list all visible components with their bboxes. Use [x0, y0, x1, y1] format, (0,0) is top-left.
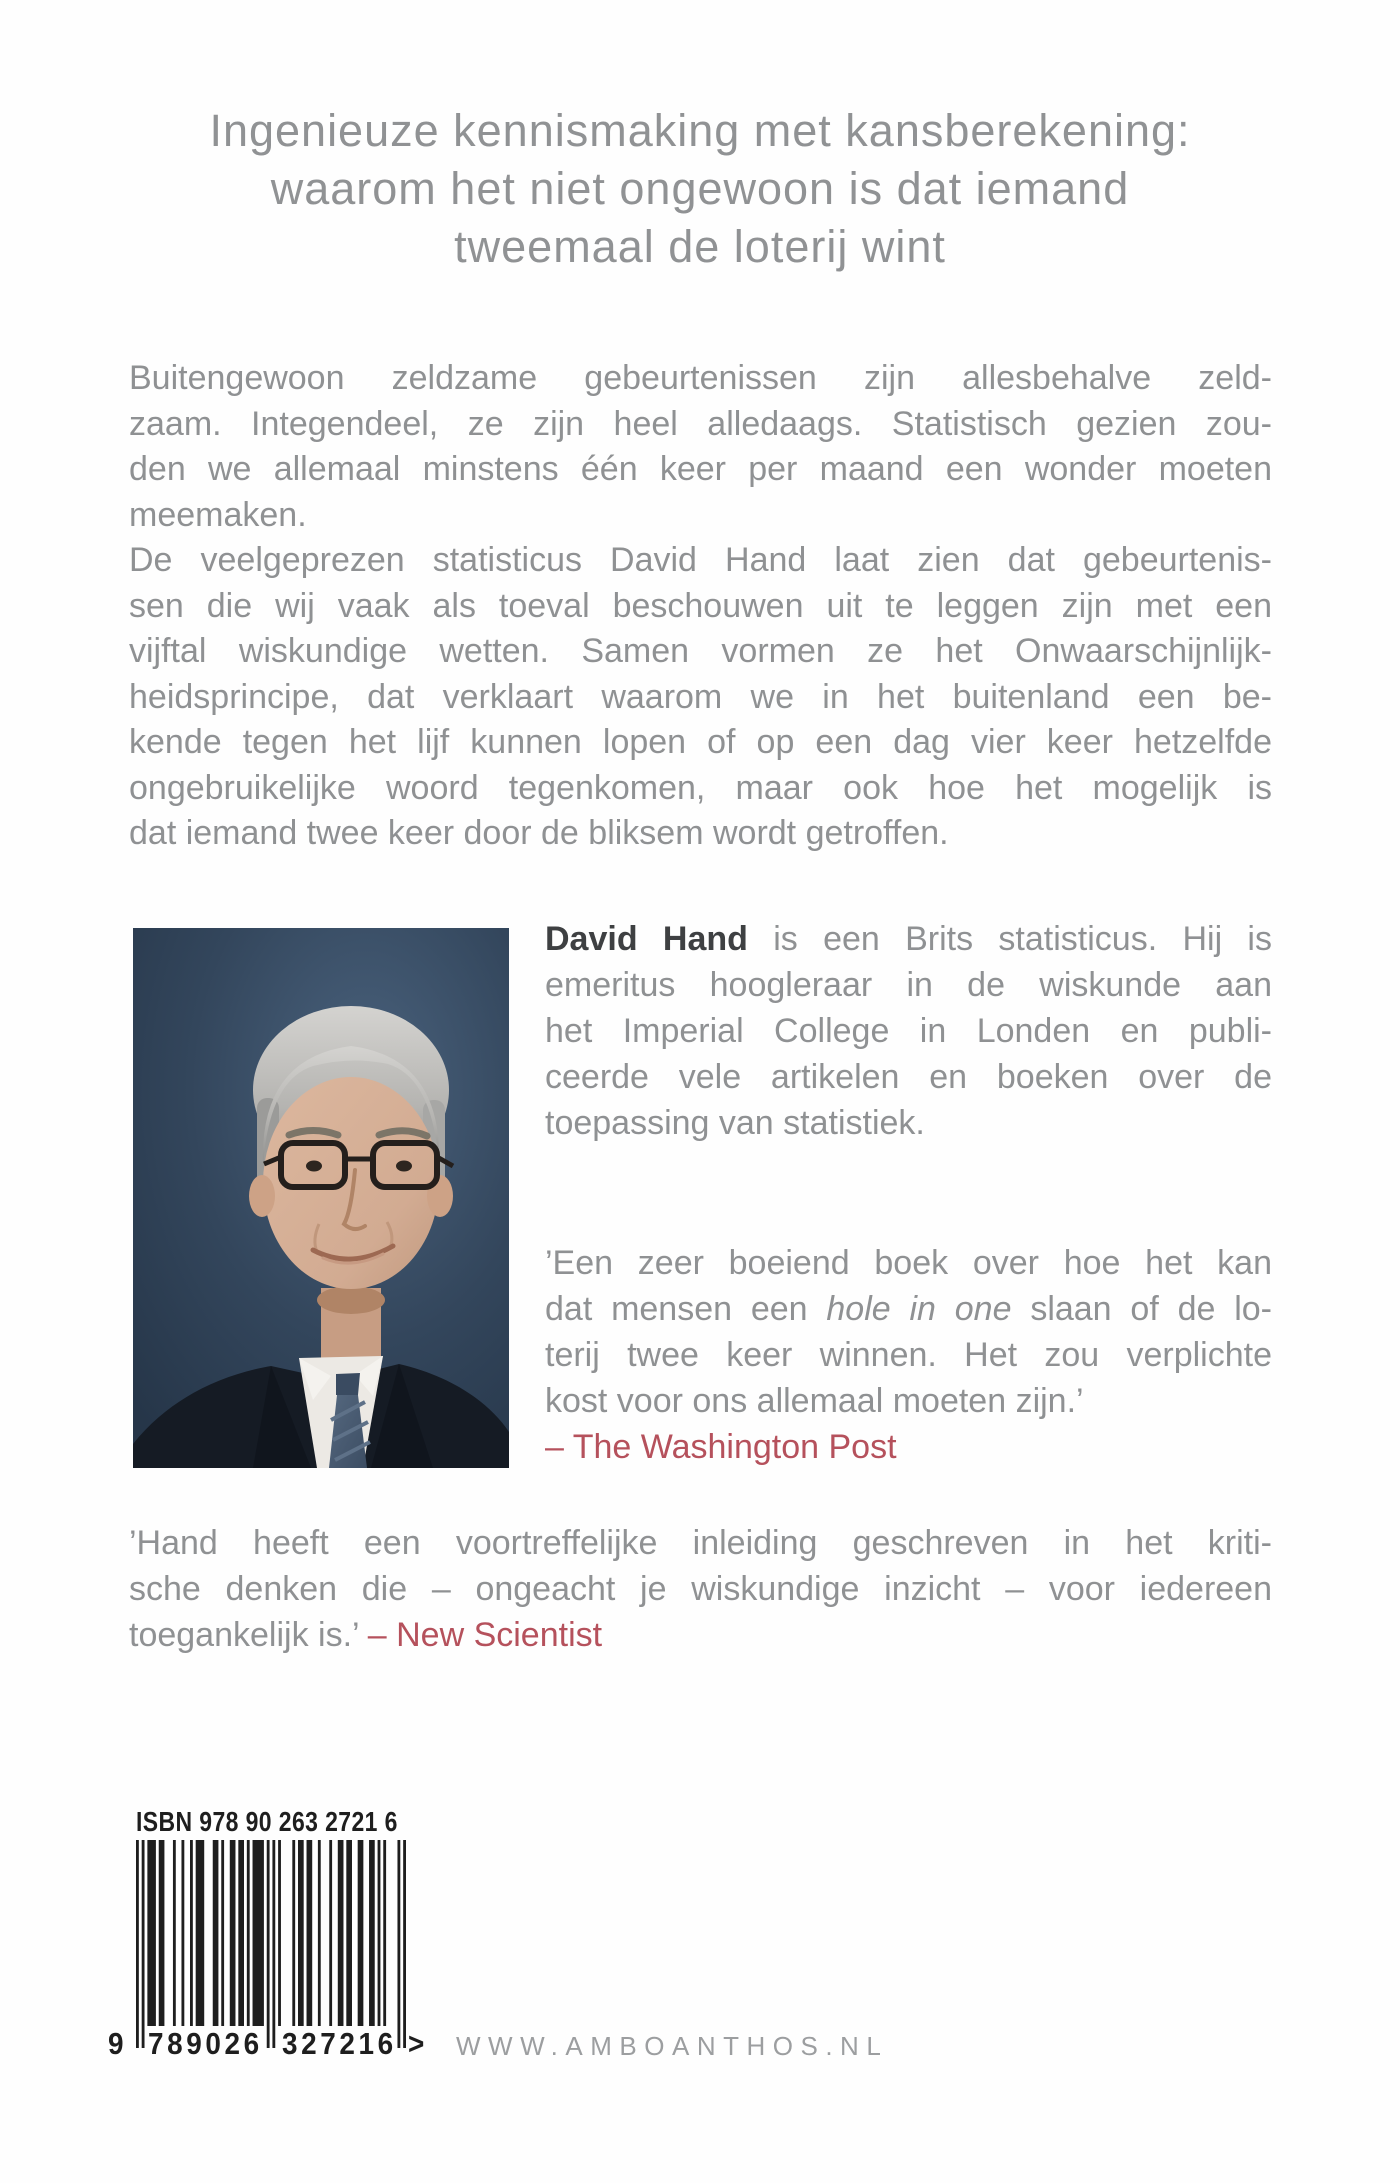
text-line: het Imperial College in Londen en publi-: [545, 1012, 1272, 1050]
text-line: dat iemand twee keer door de bliksem wordt getroffen.: [129, 814, 949, 852]
text-line: ceerde vele artikelen en boeken over de: [545, 1058, 1272, 1096]
quote-washington-post-lines: [545, 1240, 1272, 1424]
barcode-digits-group1: 789026: [148, 2026, 263, 2061]
text-line: meemaken.: [129, 495, 307, 534]
text-line: sche denken die – ongeacht je wiskundige inzicht – voor iedereen: [129, 1570, 1272, 1608]
text-line: ’Hand heeft een voortreffelijke inleiding geschreven in het kriti-: [129, 1524, 1272, 1562]
tagline-line: waarom het niet ongewoon is dat iemand: [270, 163, 1130, 214]
tagline-line: tweemaal de loterij wint: [454, 221, 946, 272]
text-line: emeritus hoogleraar in de wiskunde aan: [545, 966, 1272, 1004]
quote-new-scientist: [129, 1520, 1272, 1658]
barcode-digit-first: 9: [108, 2026, 124, 2061]
text-line: toegankelijk is.’ – New Scientist: [129, 1616, 603, 1654]
text-line: heidsprincipe, dat verklaart waarom we in het buitenland een be-: [129, 677, 1272, 716]
author-portrait-illustration: [133, 928, 509, 1468]
text-line: terij twee keer winnen. Het zou verplichte: [545, 1336, 1272, 1374]
ean13-barcode: [136, 1840, 406, 2052]
text-line: ’Een zeer boeiend boek over hoe het kan: [545, 1244, 1272, 1282]
text-line: toepassing van statistiek.: [545, 1104, 925, 1142]
text-line: vijftal wiskundige wetten. Samen vormen ze het Onwaarschijnlijk-: [129, 632, 1272, 670]
tagline: [0, 102, 1400, 276]
text-line: sen die wij vaak als toeval beschouwen uit te leggen zijn met een: [129, 586, 1272, 625]
tagline-line: Ingenieuze kennismaking met kansberekening:: [209, 105, 1191, 156]
text-line: kende tegen het lijf kunnen lopen of op een dag vier keer hetzelfde: [129, 723, 1272, 761]
text-line: zaam. Integendeel, ze zijn heel alledaags. Statistisch gezien zou-: [129, 404, 1272, 443]
isbn-label: ISBN 978 90 263 2721 6: [136, 1806, 398, 1837]
author-photo: [133, 928, 509, 1468]
text-line: Buitengewoon zeldzame gebeurtenissen zijn allesbehalve zeld-: [129, 359, 1272, 397]
text-line: den we allemaal minstens één keer per maand een wonder moeten: [129, 450, 1272, 488]
barcode-bars: [136, 1840, 406, 2052]
text-line: De veelgeprezen statisticus David Hand laat zien dat gebeurtenis-: [129, 541, 1272, 579]
publisher-website-url: WWW.AMBOANTHOS.NL: [456, 2031, 889, 2061]
blurb-text: [129, 356, 1272, 857]
author-bio: [545, 916, 1272, 1146]
text-line: kost voor ons allemaal moeten zijn.’: [545, 1382, 1084, 1420]
barcode-quiet-zone-arrow: >: [408, 2026, 425, 2061]
text-line: David Hand is een Brits statisticus. Hij is: [545, 920, 1272, 958]
barcode-digits-group2: 327216: [282, 2026, 397, 2061]
quote-washington-post: [545, 1240, 1272, 1470]
quote-attribution-washington-post: – The Washington Post: [545, 1428, 897, 1466]
text-line: dat mensen een hole in one slaan of de lo-: [545, 1290, 1272, 1328]
text-line: ongebruikelijke woord tegenkomen, maar ook hoe het mogelijk is: [129, 768, 1272, 807]
